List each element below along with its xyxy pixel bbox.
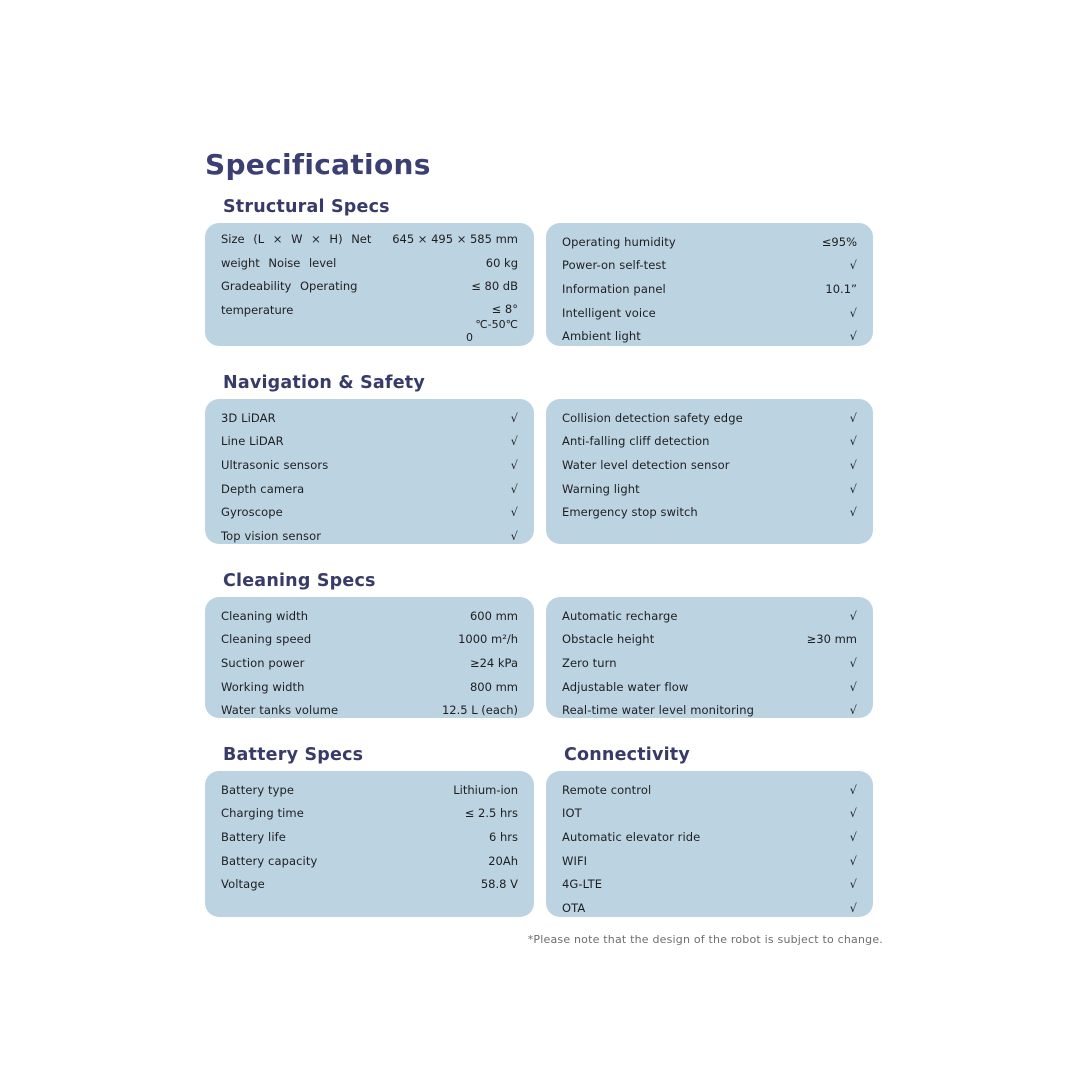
cleaning-panels bbox=[205, 597, 873, 718]
spec-row bbox=[562, 825, 857, 849]
spec-label: Emergency stop switch bbox=[562, 505, 698, 520]
structural-value-line: ≤ 80 dB bbox=[471, 279, 518, 294]
spec-label: Automatic elevator ride bbox=[562, 829, 701, 844]
spec-value: √ bbox=[849, 703, 857, 718]
spec-value: ≤ 2.5 hrs bbox=[464, 806, 518, 821]
spec-row bbox=[562, 324, 857, 346]
spec-label: Information panel bbox=[562, 281, 666, 296]
structural-right-panel bbox=[546, 223, 873, 346]
spec-value: √ bbox=[849, 434, 857, 449]
cleaning-left-panel bbox=[205, 597, 534, 718]
structural-label-line: Size (L × W × H) Net bbox=[221, 232, 372, 246]
spec-label: Obstacle height bbox=[562, 632, 655, 647]
spec-value: 800 mm bbox=[469, 679, 518, 694]
spec-value: 20Ah bbox=[488, 853, 518, 868]
battery-panel bbox=[205, 771, 534, 917]
section-navigation bbox=[205, 372, 873, 544]
spec-value: √ bbox=[849, 258, 857, 273]
section-heading-battery: Battery Specs bbox=[223, 745, 364, 765]
spec-value: ≥30 mm bbox=[806, 632, 857, 647]
spec-value: √ bbox=[849, 853, 857, 868]
section-heading-cleaning: Cleaning Specs bbox=[223, 571, 376, 591]
spec-row bbox=[221, 825, 518, 849]
spec-value: √ bbox=[849, 410, 857, 425]
spec-row bbox=[221, 500, 518, 524]
spec-row bbox=[221, 675, 518, 699]
spec-label: Voltage bbox=[221, 877, 265, 892]
spec-row bbox=[562, 778, 857, 802]
section-structural bbox=[205, 196, 873, 346]
spec-row bbox=[562, 896, 857, 917]
spec-value: 10.1” bbox=[825, 281, 857, 296]
spec-label: Intelligent voice bbox=[562, 305, 656, 320]
spec-value: ≥24 kPa bbox=[469, 655, 518, 670]
spec-row bbox=[562, 406, 857, 430]
spec-label: Cleaning speed bbox=[221, 632, 312, 647]
structural-value-line: 0 bbox=[466, 331, 473, 345]
spec-row bbox=[221, 524, 518, 544]
structural-value-line: ≤ 8° bbox=[491, 301, 518, 316]
structural-value-block bbox=[379, 228, 518, 345]
spec-row bbox=[562, 849, 857, 873]
spec-value: Lithium-ion bbox=[453, 782, 518, 797]
connectivity-panel bbox=[546, 771, 873, 917]
spec-label: WIFI bbox=[562, 853, 588, 868]
spec-value: √ bbox=[849, 457, 857, 472]
section-battery-connectivity bbox=[205, 744, 873, 917]
spec-label: Zero turn bbox=[562, 655, 617, 670]
section-heading-connectivity: Connectivity bbox=[564, 745, 690, 765]
structural-label-block bbox=[221, 228, 379, 339]
spec-row bbox=[562, 500, 857, 524]
design-change-footnote: *Please note that the design of the robot is subject to change. bbox=[527, 933, 883, 946]
spec-label: Water tanks volume bbox=[221, 703, 339, 718]
spec-label: Top vision sensor bbox=[221, 528, 322, 543]
spec-label: Line LiDAR bbox=[221, 434, 284, 449]
navigation-left-panel bbox=[205, 399, 534, 544]
spec-label: Ambient light bbox=[562, 329, 641, 344]
spec-row bbox=[221, 872, 518, 896]
spec-row bbox=[221, 778, 518, 802]
spec-row bbox=[562, 230, 857, 254]
structural-value-line: ℃-50℃ bbox=[475, 317, 518, 331]
structural-label-line: Gradeability Operating bbox=[221, 279, 358, 294]
spec-value: √ bbox=[849, 505, 857, 520]
structural-label-line: weight Noise level bbox=[221, 255, 337, 270]
spec-label: Battery life bbox=[221, 829, 286, 844]
spec-row bbox=[221, 477, 518, 501]
spec-value: √ bbox=[849, 679, 857, 694]
spec-label: Ultrasonic sensors bbox=[221, 457, 329, 472]
spec-row bbox=[221, 406, 518, 430]
spec-value: √ bbox=[849, 608, 857, 623]
spec-row bbox=[562, 477, 857, 501]
structural-value-line: 60 kg bbox=[485, 255, 518, 270]
spec-label: Battery capacity bbox=[221, 853, 318, 868]
spec-label: 3D LiDAR bbox=[221, 410, 276, 425]
battery-connectivity-panels bbox=[205, 744, 873, 917]
spec-label: Power-on self-test bbox=[562, 258, 667, 273]
spec-label: Battery type bbox=[221, 782, 295, 797]
spec-label: Collision detection safety edge bbox=[562, 410, 743, 425]
spec-label: Suction power bbox=[221, 655, 305, 670]
spec-label: Warning light bbox=[562, 481, 640, 496]
spec-row bbox=[221, 430, 518, 454]
spec-row bbox=[562, 628, 857, 652]
page-title: Specifications bbox=[205, 148, 431, 181]
spec-row bbox=[562, 651, 857, 675]
navigation-right-panel bbox=[546, 399, 873, 544]
spec-row bbox=[562, 698, 857, 718]
structural-value-line: 645 × 495 × 585 mm bbox=[392, 232, 518, 246]
spec-row bbox=[221, 628, 518, 652]
spec-row bbox=[221, 453, 518, 477]
navigation-panels bbox=[205, 399, 873, 544]
spec-row bbox=[562, 872, 857, 896]
spec-value: 58.8 V bbox=[480, 877, 518, 892]
spec-label: Cleaning width bbox=[221, 608, 309, 623]
spec-value: √ bbox=[510, 410, 518, 425]
spec-value: √ bbox=[849, 829, 857, 844]
spec-row bbox=[221, 698, 518, 718]
spec-label: OTA bbox=[562, 900, 586, 915]
spec-value: 12.5 L (each) bbox=[441, 703, 518, 718]
spec-label: IOT bbox=[562, 806, 582, 821]
spec-row bbox=[562, 430, 857, 454]
battery-column bbox=[205, 744, 534, 917]
section-cleaning bbox=[205, 570, 873, 718]
spec-label: Working width bbox=[221, 679, 305, 694]
spec-label: Automatic recharge bbox=[562, 608, 678, 623]
spec-row bbox=[562, 301, 857, 325]
spec-value: √ bbox=[510, 528, 518, 543]
spec-value: √ bbox=[510, 434, 518, 449]
spec-value: √ bbox=[849, 481, 857, 496]
spec-row bbox=[562, 277, 857, 301]
spec-value: √ bbox=[849, 782, 857, 797]
spec-value: ≤95% bbox=[821, 234, 857, 249]
spec-value: √ bbox=[849, 655, 857, 670]
spec-row bbox=[562, 453, 857, 477]
spec-value: √ bbox=[510, 481, 518, 496]
spec-label: Operating humidity bbox=[562, 234, 676, 249]
spec-label: Real-time water level monitoring bbox=[562, 703, 754, 718]
spec-row bbox=[562, 604, 857, 628]
spec-label: Adjustable water flow bbox=[562, 679, 689, 694]
spec-label: Charging time bbox=[221, 806, 304, 821]
spec-value: √ bbox=[849, 305, 857, 320]
spec-value: √ bbox=[849, 806, 857, 821]
spec-label: Water level detection sensor bbox=[562, 457, 730, 472]
page-content bbox=[205, 146, 883, 946]
spec-row bbox=[562, 254, 857, 278]
spec-value: √ bbox=[849, 900, 857, 915]
section-heading-structural: Structural Specs bbox=[223, 197, 390, 217]
spec-value: √ bbox=[510, 457, 518, 472]
spec-label: Gyroscope bbox=[221, 505, 283, 520]
spec-value: √ bbox=[510, 505, 518, 520]
spec-label: Remote control bbox=[562, 782, 652, 797]
spec-row bbox=[221, 651, 518, 675]
spec-label: Anti-falling cliff detection bbox=[562, 434, 710, 449]
spec-value: √ bbox=[849, 329, 857, 344]
structural-label-line: temperature bbox=[221, 302, 294, 317]
spec-row bbox=[221, 604, 518, 628]
spec-label: 4G-LTE bbox=[562, 877, 603, 892]
spec-value: 6 hrs bbox=[489, 829, 518, 844]
connectivity-column bbox=[546, 744, 873, 917]
spec-row bbox=[562, 675, 857, 699]
spec-value: √ bbox=[849, 877, 857, 892]
spec-row bbox=[221, 849, 518, 873]
structural-panels bbox=[205, 223, 873, 346]
spec-row bbox=[562, 802, 857, 826]
cleaning-right-panel bbox=[546, 597, 873, 718]
structural-left-panel bbox=[205, 223, 534, 346]
spec-value: 600 mm bbox=[469, 608, 518, 623]
spec-value: 1000 m²/h bbox=[458, 632, 518, 647]
spec-label: Depth camera bbox=[221, 481, 305, 496]
spec-row bbox=[221, 802, 518, 826]
section-heading-navigation: Navigation & Safety bbox=[223, 373, 425, 393]
